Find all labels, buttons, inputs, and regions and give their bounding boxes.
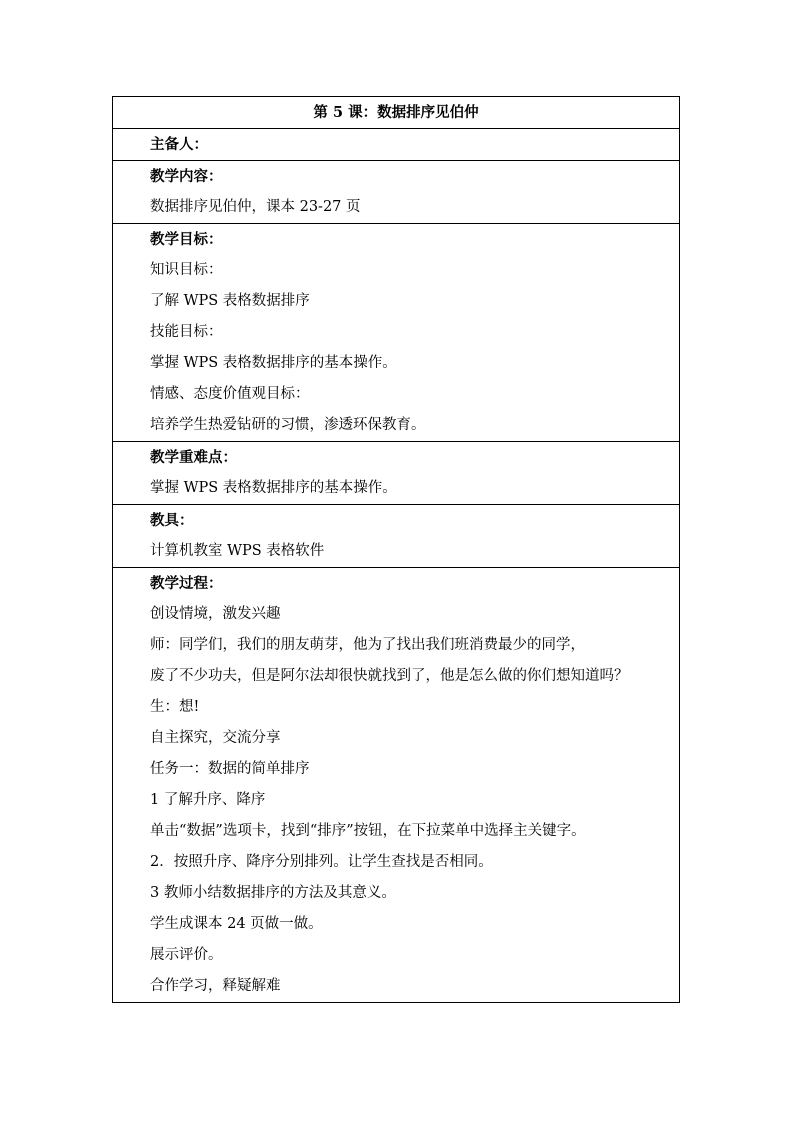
lesson-plan-table — [112, 96, 680, 1003]
tools-cell — [113, 505, 680, 568]
tools-line: 计算机教室 WPS 表格软件 — [150, 543, 325, 559]
key-points-heading: 教学重难点： — [150, 449, 237, 466]
preparer-row — [113, 129, 680, 161]
key-points-cell — [113, 442, 680, 505]
process-line: 3 教师小结数据排序的方法及其意义。 — [150, 885, 396, 901]
content-line: 数据排序见伯仲，课本 23-27 页 — [150, 199, 361, 215]
process-heading: 教学过程： — [150, 575, 223, 592]
process-row — [113, 568, 680, 1003]
key-points-line: 掌握 WPS 表格数据排序的基本操作。 — [150, 480, 397, 496]
process-line: 任务一：数据的简单排序 — [150, 761, 310, 777]
lesson-title: 第 5 课：数据排序见伯仲 — [113, 97, 680, 129]
content-heading: 教学内容： — [150, 168, 223, 185]
objectives-line: 培养学生热爱钻研的习惯，渗透环保教育。 — [150, 417, 426, 433]
process-line: 创设情境，激发兴趣 — [150, 606, 281, 622]
tools-heading: 教具： — [150, 512, 194, 529]
objectives-row — [113, 224, 680, 442]
title-row — [113, 97, 680, 129]
process-line: 2．按照升序、降序分别排列。让学生查找是否相同。 — [150, 854, 493, 870]
objectives-line: 了解 WPS 表格数据排序 — [150, 293, 310, 309]
objectives-line: 知识目标： — [150, 262, 223, 278]
process-line: 学生成课本 24 页做一做。 — [150, 916, 323, 932]
preparer-label: 主备人： — [150, 136, 208, 153]
content-cell — [113, 161, 680, 224]
process-line: 废了不少功夫，但是阿尔法却很快就找到了，他是怎么做的你们想知道吗？ — [150, 668, 629, 684]
objectives-line: 掌握 WPS 表格数据排序的基本操作。 — [150, 355, 397, 371]
process-line: 生：想! — [150, 699, 200, 715]
key-points-row — [113, 442, 680, 505]
process-line: 师：同学们，我们的朋友萌芽，他为了找出我们班消费最少的同学， — [150, 637, 585, 653]
preparer-cell — [113, 129, 680, 161]
content-row — [113, 161, 680, 224]
process-line: 单击“数据”选项卡，找到“排序”按钮，在下拉菜单中选择主关键字。 — [150, 823, 586, 839]
tools-row — [113, 505, 680, 568]
process-line: 展示评价。 — [150, 947, 223, 963]
objectives-line: 情感、态度价值观目标： — [150, 386, 310, 402]
objectives-heading: 教学目标： — [150, 231, 223, 248]
process-line: 自主探究，交流分享 — [150, 730, 281, 746]
objectives-cell — [113, 224, 680, 442]
process-line: 1 了解升序、降序 — [150, 792, 266, 808]
objectives-line: 技能目标： — [150, 324, 223, 340]
process-line: 合作学习，释疑解难 — [150, 978, 281, 994]
process-cell — [113, 568, 680, 1003]
